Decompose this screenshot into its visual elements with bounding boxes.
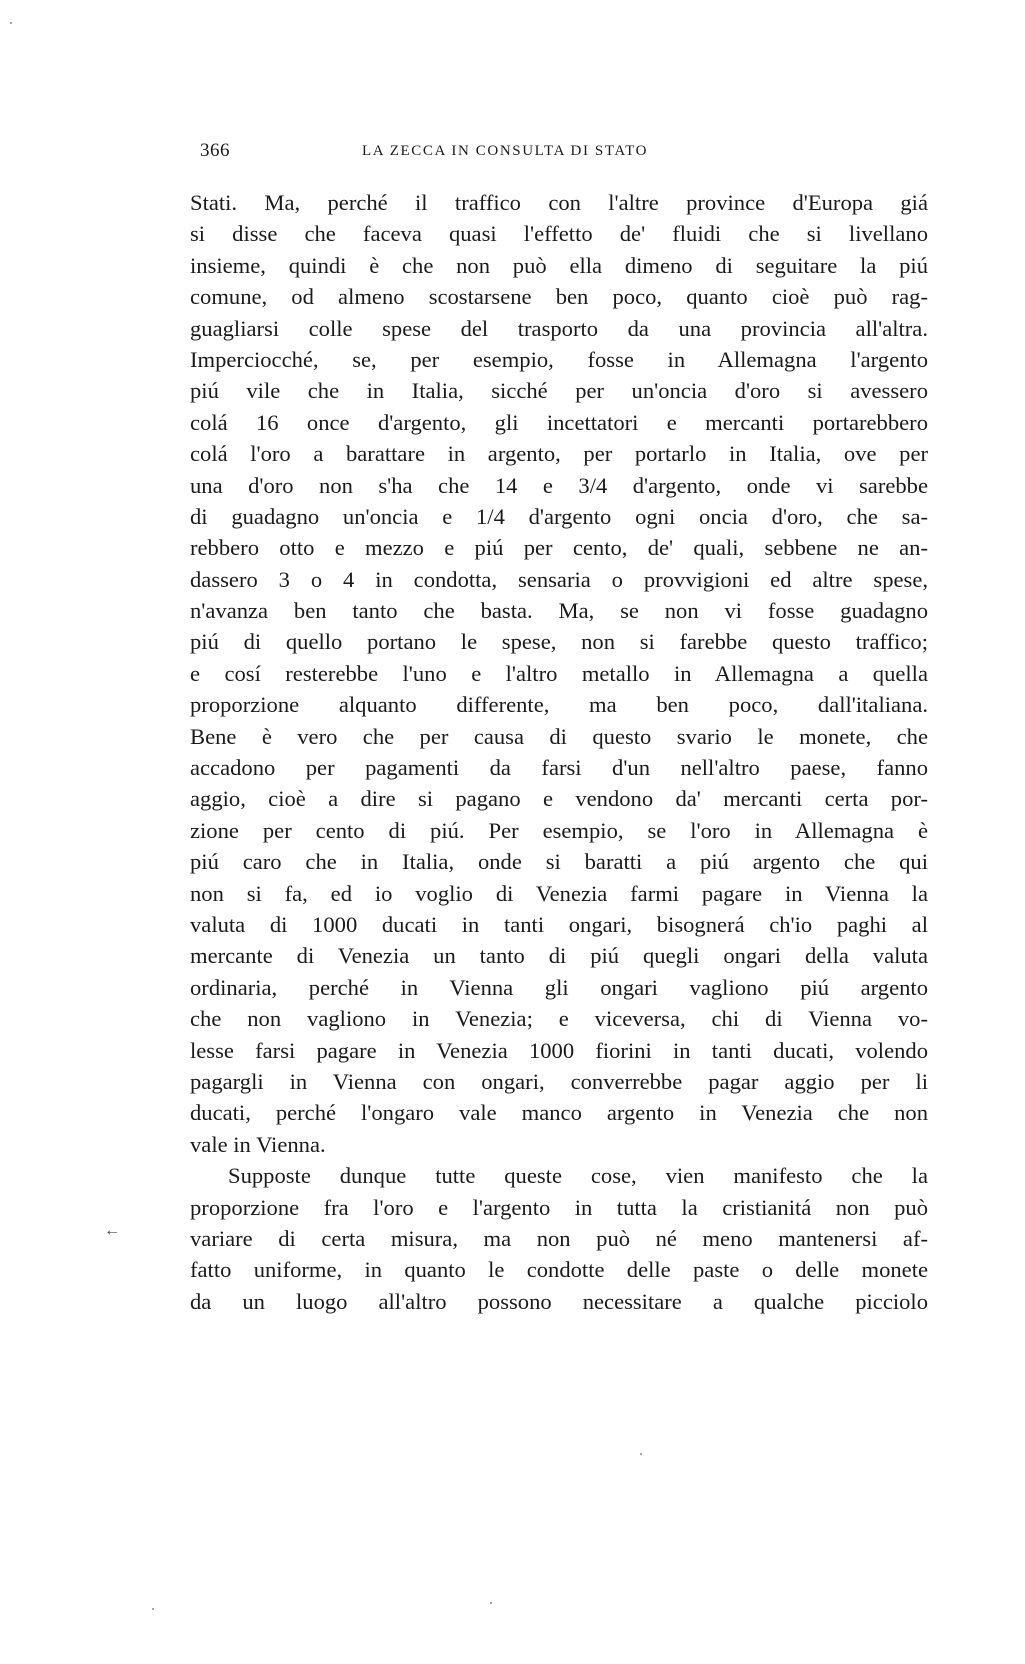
text-line: proporzione fra l'oro e l'argento in tutta la cristianitá non può [190, 1194, 928, 1220]
text-line: Stati. Ma, perché il traffico con l'altre province d'Europa giá [190, 190, 928, 215]
text-line: non si fa, ed io voglio di Venezia farmi pagare in Vienna la [190, 880, 928, 906]
text-line: insieme, quindi è che non può ella dimeno di seguitare la piú [190, 252, 928, 278]
text-line: proporzione alquanto differente, ma ben poco, dall'italiana. [190, 692, 928, 718]
scan-speck [10, 22, 12, 24]
text-line: dassero 3 o 4 in condotta, sensaria o provvigioni ed altre spese, [190, 566, 928, 592]
text-line: vale in Vienna. [190, 1131, 326, 1157]
text-line: rebbero otto e mezzo e piú per cento, de' quali, sebbene ne an- [190, 535, 928, 561]
running-head [200, 140, 930, 166]
text-line: Supposte dunque tutte queste cose, vien manifesto che la [228, 1163, 928, 1189]
text-line: ducati, perché l'ongaro vale manco argento in Venezia che non [190, 1100, 928, 1126]
text-line: ordinaria, perché in Vienna gli ongari vagliono piú argento [190, 974, 928, 1000]
running-title: LA ZECCA IN CONSULTA DI STATO [362, 143, 649, 159]
text-line: mercante di Venezia un tanto di piú quegli ongari della valuta [190, 943, 928, 969]
scan-speck [490, 1602, 492, 1604]
text-line: variare di certa misura, ma non può né meno mantenersi af- [190, 1225, 928, 1251]
body-text [190, 187, 928, 1317]
text-line: piú vile che in Italia, sicché per un'oncia d'oro si avessero [190, 378, 928, 404]
text-line: che non vagliono in Venezia; e viceversa, chi di Vienna vo- [190, 1006, 928, 1032]
text-line: zione per cento di piú. Per esempio, se l'oro in Allemagna è [190, 817, 928, 843]
margin-arrow-mark: ← [104, 1222, 120, 1239]
text-line: da un luogo all'altro possono necessitare a qualche picciolo [190, 1288, 928, 1314]
text-line: una d'oro non s'ha che 14 e 3/4 d'argento, onde vi sarebbe [190, 472, 928, 498]
text-line: valuta di 1000 ducati in tanti ongari, bisognerá ch'io paghi al [190, 911, 928, 937]
text-line: n'avanza ben tanto che basta. Ma, se non vi fosse guadagno [190, 598, 928, 624]
text-line: piú di quello portano le spese, non si farebbe questo traffico; [190, 629, 928, 655]
text-line: fatto uniforme, in quanto le condotte delle paste o delle monete [190, 1257, 928, 1283]
text-line: piú caro che in Italia, onde si baratti a piú argento che qui [190, 849, 928, 875]
text-line: pagargli in Vienna con ongari, converrebbe pagar aggio per li [190, 1068, 928, 1094]
text-line: colá l'oro a barattare in argento, per portarlo in Italia, ove per [190, 441, 928, 467]
text-line: lesse farsi pagare in Venezia 1000 fiorini in tanti ducati, volendo [190, 1037, 928, 1063]
scan-speck [152, 1608, 154, 1610]
scan-speck [640, 1453, 642, 1455]
text-line: guagliarsi colle spese del trasporto da una provincia all'altra. [190, 315, 928, 341]
text-line: colá 16 once d'argento, gli incettatori e mercanti portarebbero [190, 409, 928, 435]
text-line: comune, od almeno scostarsene ben poco, quanto cioè può rag- [190, 284, 928, 310]
text-line: Imperciocché, se, per esempio, fosse in Allemagna l'argento [190, 346, 928, 372]
text-line: aggio, cioè a dire si pagano e vendono da' mercanti certa por- [190, 786, 928, 812]
text-line: accadono per pagamenti da farsi d'un nell'altro paese, fanno [190, 755, 928, 781]
text-line: Bene è vero che per causa di questo svario le monete, che [190, 723, 928, 749]
text-line: e cosí resterebbe l'uno e l'altro metallo in Allemagna a quella [190, 660, 928, 686]
text-line: di guadagno un'oncia e 1/4 d'argento ogni oncia d'oro, che sa- [190, 503, 928, 529]
page-number: 366 [200, 140, 230, 161]
text-line: si disse che faceva quasi l'effetto de' fluidi che si livellano [190, 221, 928, 247]
